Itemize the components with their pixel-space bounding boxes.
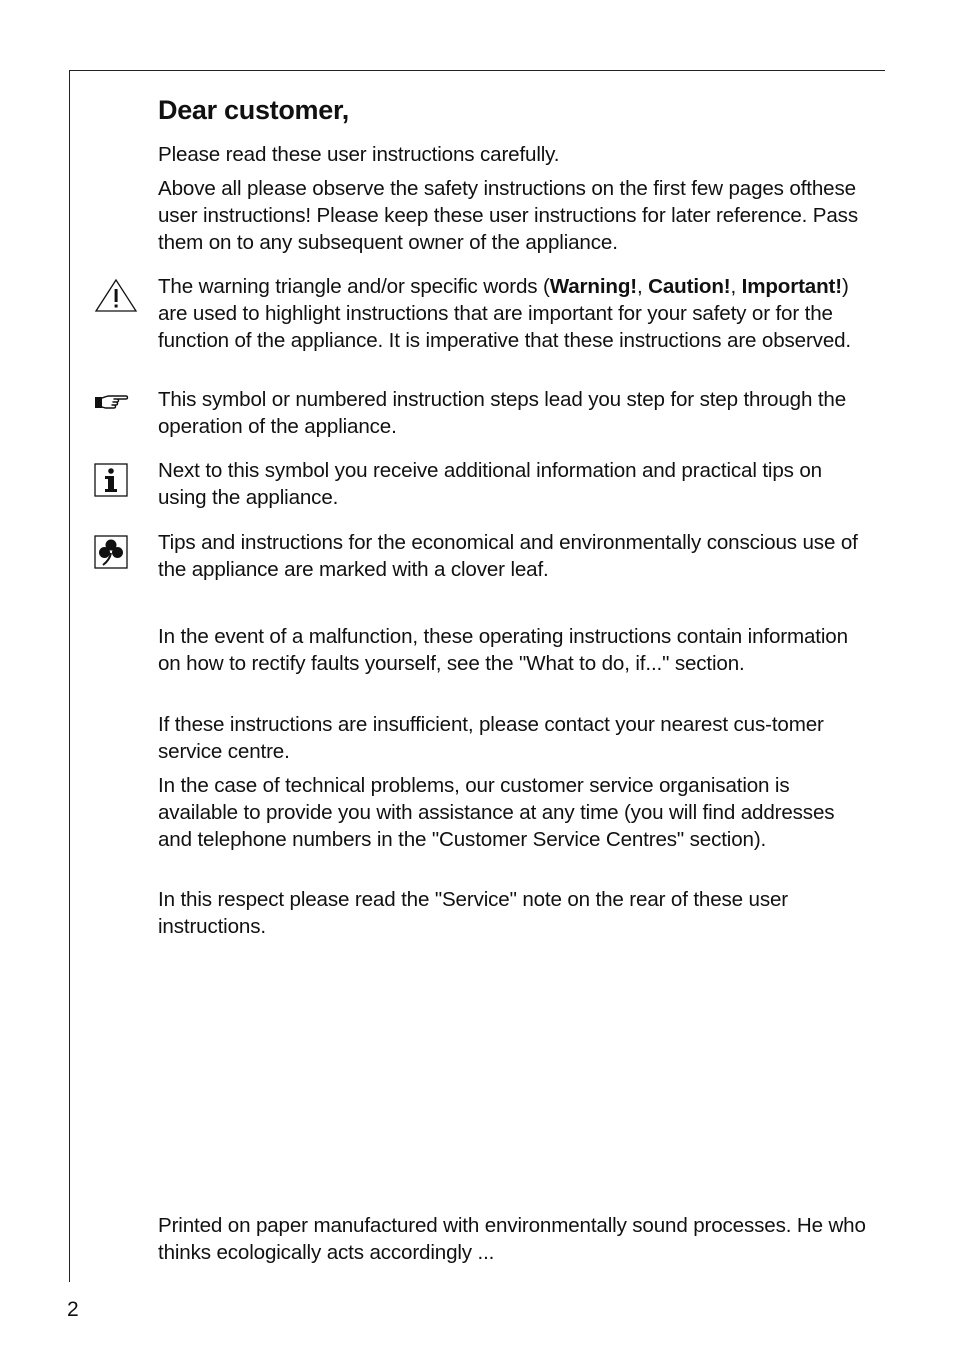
malfunction-paragraph: In the event of a malfunction, these operating instructions contain information on how to rectify faults yourself, see the "What to do, if..." section. [158,625,848,675]
footer-note: Printed on paper manufactured with environmentally sound processes. He who thinks ecologically acts accordingly ... [158,1214,866,1264]
important-word: Important! [741,275,842,298]
info-paragraph: Next to this symbol you receive additional information and practical tips on using the appliance. [158,459,822,509]
clover-leaf-icon [94,535,128,569]
pointing-hand-icon [94,392,130,412]
steps-paragraph: This symbol or numbered instruction steps lead you step for step through the operation of the appliance. [158,388,847,438]
warning-triangle-icon [94,278,138,314]
warning-word: Warning! [549,275,637,298]
warning-separator-1: , [637,275,649,298]
service-note-paragraph: In this respect please read the "Service" note on the rear of these user instructions. [158,888,789,938]
intro-paragraph-2: Above all please observe the safety instructions on the first few pages ofthese user instructions! Please keep these user instructions for later reference. Pass them on to any subsequent owner of the appliance. [158,177,858,254]
technical-problems-paragraph: In the case of technical problems, our customer service organisation is available to provide you with assistance at any time (you will find addresses and telephone numbers in the "Customer Service Centres" section). [158,774,835,851]
info-icon [94,463,128,497]
page-number: 2 [67,1298,79,1321]
left-rule [69,70,70,1282]
page-title: Dear customer, [158,95,349,125]
warning-text-after: ) are used to highlight instructions that are important for your safety or for the function of the appliance. It is imperative that these instructions are observed. [158,275,852,352]
caution-word: Caution! [648,275,731,298]
warning-paragraph [158,273,868,354]
contact-paragraph: If these instructions are insufficient, please contact your nearest cus-tomer service centre. [158,713,824,763]
intro-paragraph-1: Please read these user instructions carefully. [158,143,560,166]
environment-paragraph: Tips and instructions for the economical and environmentally conscious use of the appliance are marked with a clover leaf. [158,531,858,581]
warning-text-before: The warning triangle and/or specific words ( [158,275,550,298]
top-rule [69,70,885,71]
warning-separator-2: , [730,275,742,298]
